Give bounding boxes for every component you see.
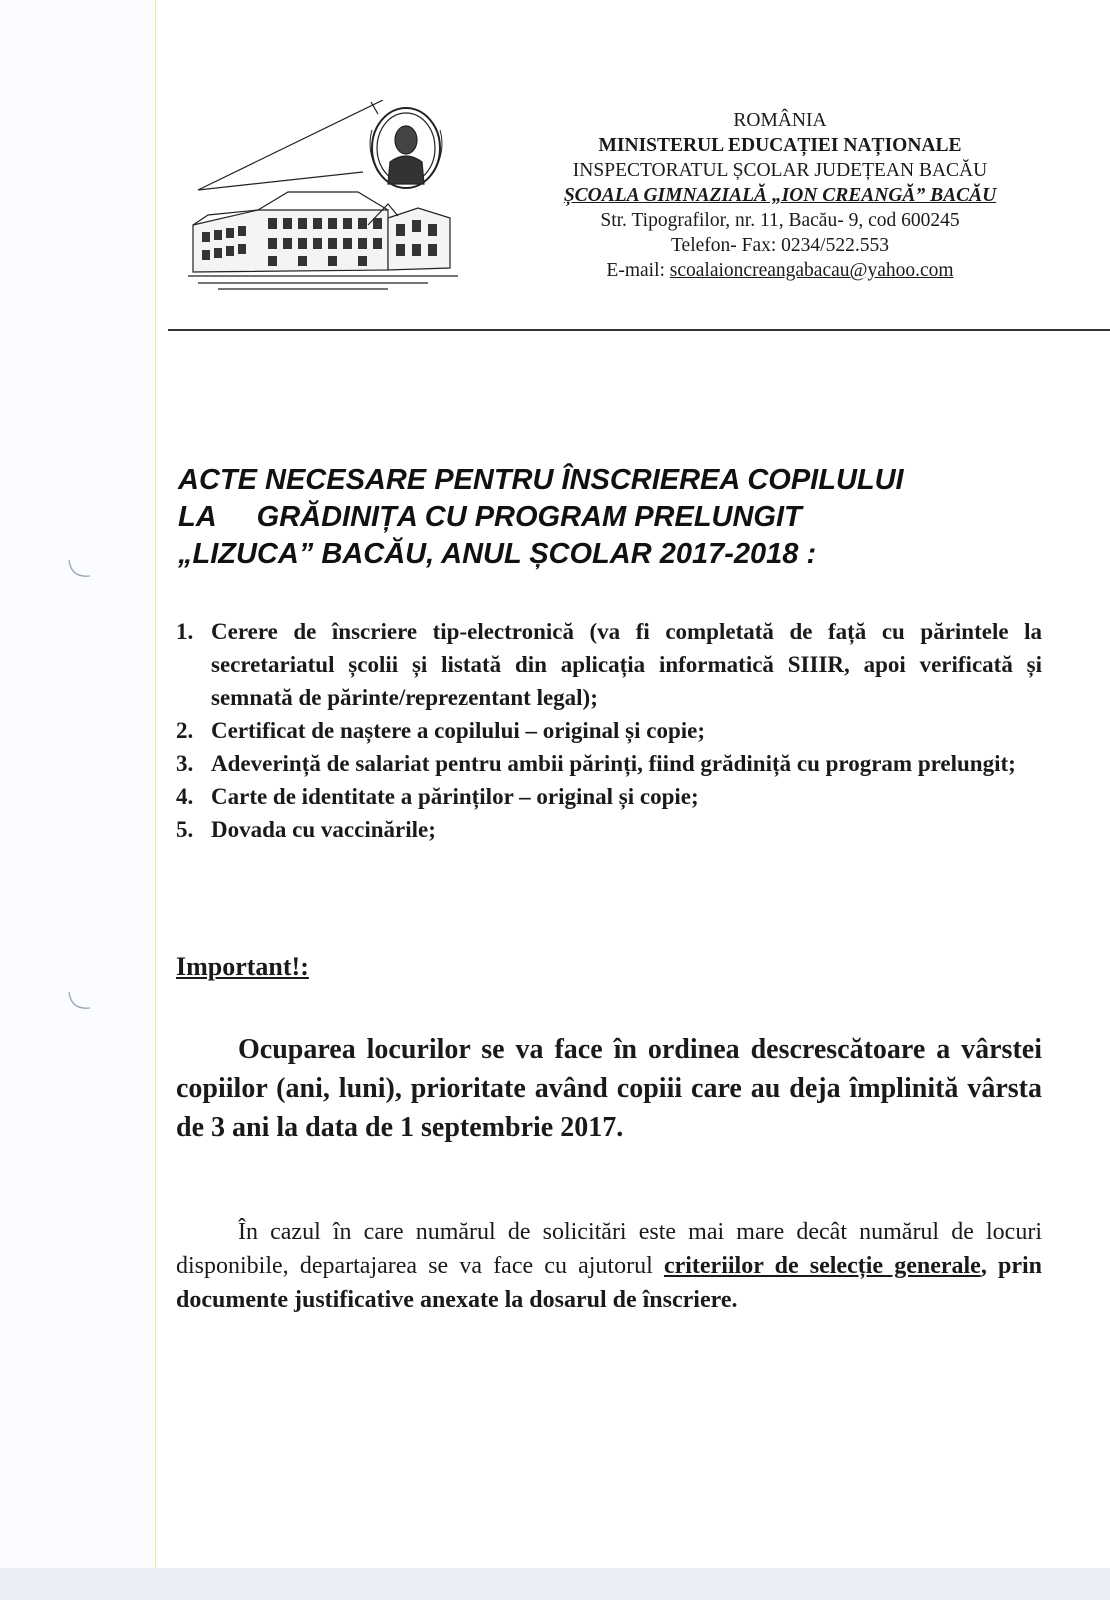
school-address: Str. Tipografilor, nr. 11, Bacău- 9, cod 600245 (600, 210, 960, 231)
requirements-list (176, 615, 1042, 846)
country-name: ROMÂNIA (733, 110, 827, 131)
list-item (176, 747, 1042, 780)
item-text: Cerere de înscriere tip-electronică (va fi completată de față cu părintele la secretariatul școlii și listată din aplicația informatică SIIIR, apoi verificată și semnată de părinte/reprezentant legal); (211, 619, 1042, 710)
item-text: Adeverință de salariat pentru ambii părinți, fiind grădiniță cu program prelungit; (211, 751, 1016, 776)
item-number: 3. (176, 751, 194, 776)
school-logo-icon (188, 100, 463, 290)
punch-hole-icon (66, 988, 94, 1016)
item-number: 1. (176, 619, 194, 644)
tiebreak-text: În cazul în care numărul de solicitări este mai mare decât numărul de locuri disponibile, departajarea se va face cu ajutorul (176, 1219, 1042, 1279)
item-number: 5. (176, 817, 194, 842)
priority-paragraph: Ocuparea locurilor se va face în ordinea descrescătoare a vârstei copiilor (ani, luni), prioritate având copiii care au deja împlinită vârsta de 3 ani la data de 1 septembrie 2017. (176, 1034, 1042, 1143)
list-item (176, 714, 1042, 747)
school-letterhead (480, 108, 1080, 283)
documents-note: prin documente justificative anexate la dosarul de înscriere. (176, 1253, 1043, 1313)
list-item (176, 780, 1042, 813)
important-heading: Important!: (176, 952, 309, 981)
school-name: ȘCOALA GIMNAZIALĂ „ION CREANGĂ” BACĂU (563, 185, 997, 206)
list-item (176, 813, 1042, 846)
item-number: 4. (176, 784, 194, 809)
email-label: E-mail: (606, 260, 670, 281)
item-text: Certificat de naștere a copilului – original și copie; (211, 718, 706, 743)
scan-bottom-band (0, 1568, 1110, 1600)
punch-hole-icon (66, 556, 94, 584)
school-email (480, 258, 1080, 283)
list-item (176, 615, 1042, 714)
item-number: 2. (176, 718, 194, 743)
ministry-name: MINISTERUL EDUCAȚIEI NAȚIONALE (598, 135, 962, 156)
title-line-2: LA GRĂDINIȚA CU PROGRAM PRELUNGIT (178, 501, 802, 533)
tiebreak-paragraph: În cazul în care numărul de solicitări este mai mare decât numărul de locuri disponibile, departajarea se va face cu ajutorul criteriilor de selecție generale, prin documente justificative anexate la dosarul de înscriere. (176, 1219, 1043, 1313)
inspectorate-name: INSPECTORATUL ȘCOLAR JUDEȚEAN BACĂU (572, 160, 988, 181)
email-link[interactable]: scoalaioncreangabacau@yahoo.com (669, 260, 954, 281)
item-text: Carte de identitate a părinților – original și copie; (211, 784, 699, 809)
school-phone: Telefon- Fax: 0234/522.553 (671, 235, 889, 256)
document-title (178, 462, 1078, 573)
criteria-link[interactable]: criteriilor de selecție generale (663, 1253, 981, 1279)
header-divider (168, 329, 1110, 331)
title-line-1: ACTE NECESARE PENTRU ÎNSCRIEREA COPILULUI (178, 464, 904, 496)
item-text: Dovada cu vaccinările; (211, 817, 436, 842)
title-line-3: „LIZUCA” BACĂU, ANUL ȘCOLAR 2017-2018 : (178, 538, 817, 570)
page-margin (0, 0, 156, 1600)
